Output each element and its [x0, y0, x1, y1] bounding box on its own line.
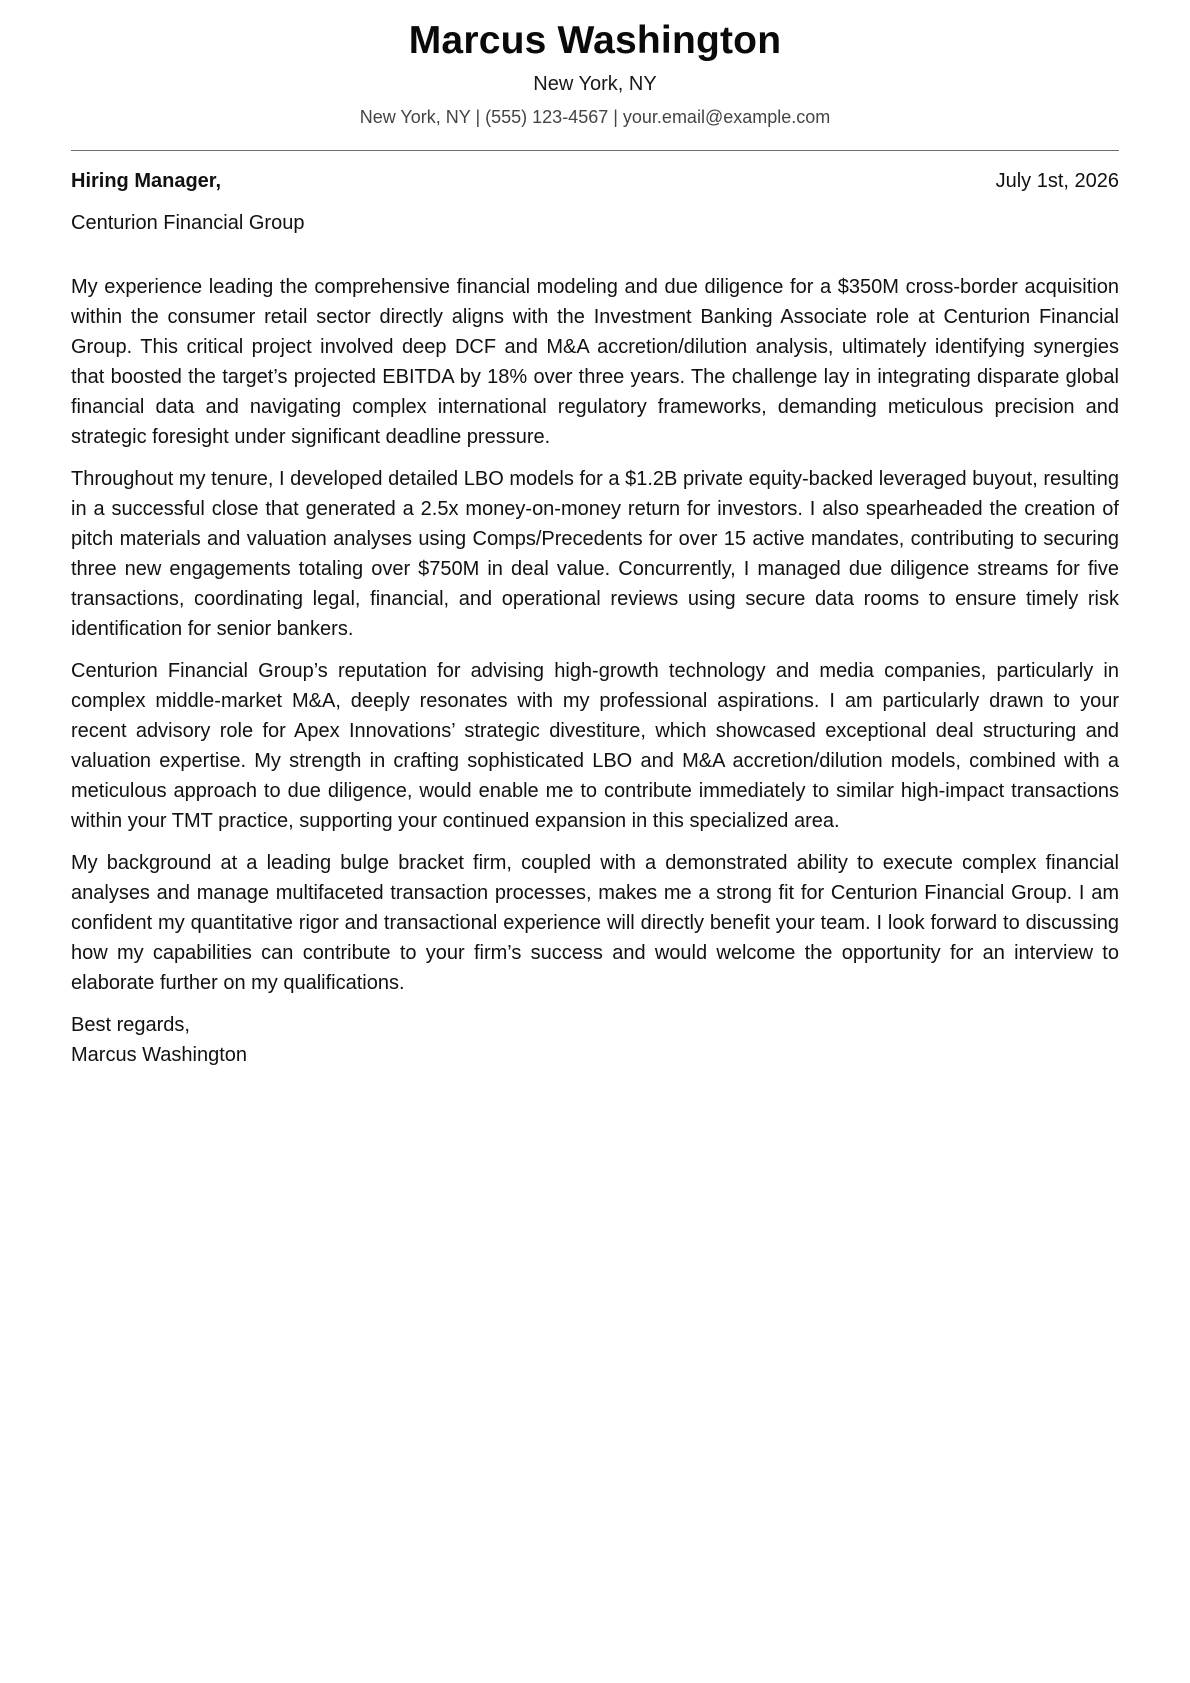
- letter-header: [71, 0, 1119, 130]
- sender-contact-line: New York, NY | (555) 123-4567 | your.email@example.com: [359, 107, 831, 127]
- sender-location: New York, NY: [533, 73, 657, 95]
- recipient-salutation: Hiring Manager,: [71, 170, 222, 192]
- letter-closing: [71, 1010, 1119, 1070]
- closing-phrase: Best regards,: [71, 1014, 190, 1036]
- sender-name: Marcus Washington: [408, 19, 782, 62]
- body-paragraph-2: Throughout my tenure, I developed detailed LBO models for a $1.2B private equity-backed leveraged buyout, resulting in a successful close that generated a 2.5x money-on-money return for investors. I also spearheaded the creation of pitch materials and valuation analyses using Comps/Precedents for over 15 active mandates, contributing to securing three new engagements totaling over $750M in deal value. Concurrently, I managed due diligence streams for five transactions, coordinating legal, financial, and operational reviews using secure data rooms to ensure timely risk identification for senior bankers.: [71, 468, 1119, 640]
- recipient-company: Centurion Financial Group: [71, 212, 305, 234]
- body-paragraph-4: My background at a leading bulge bracket firm, coupled with a demonstrated ability to execute complex financial analyses and manage multifaceted transaction processes, makes me a strong fit for Centurion Financial Group. I am confident my quantitative rigor and transactional experience will directly benefit your team. I look forward to discussing how my capabilities can contribute to your firm’s success and would welcome the opportunity for an interview to elaborate further on my qualifications.: [71, 852, 1119, 994]
- letter-body: [71, 272, 1119, 998]
- signature-name: Marcus Washington: [71, 1044, 247, 1066]
- header-divider: [71, 150, 1119, 151]
- body-paragraph-3: Centurion Financial Group’s reputation for advising high-growth technology and media companies, particularly in complex middle-market M&A, deeply resonates with my professional aspirations. I am particularly drawn to your recent advisory role for Apex Innovations’ strategic divestiture, which showcased exceptional deal structuring and valuation expertise. My strength in crafting sophisticated LBO and M&A accretion/dilution models, combined with a meticulous approach to due diligence, would enable me to contribute immediately to similar high-impact transactions within your TMT practice, supporting your continued expansion in this specialized area.: [71, 660, 1119, 832]
- recipient-date-row: [71, 167, 1119, 195]
- letter-date: July 1st, 2026: [995, 170, 1119, 192]
- body-paragraph-1: My experience leading the comprehensive financial modeling and due diligence for a $350M cross-border acquisition within the consumer retail sector directly aligns with the Investment Banking Associate role at Centurion Financial Group. This critical project involved deep DCF and M&A accretion/dilution analysis, ultimately identifying synergies that boosted the target’s projected EBITDA by 18% over three years. The challenge lay in integrating disparate global financial data and navigating complex international regulatory frameworks, demanding meticulous precision and strategic foresight under significant deadline pressure.: [71, 276, 1119, 448]
